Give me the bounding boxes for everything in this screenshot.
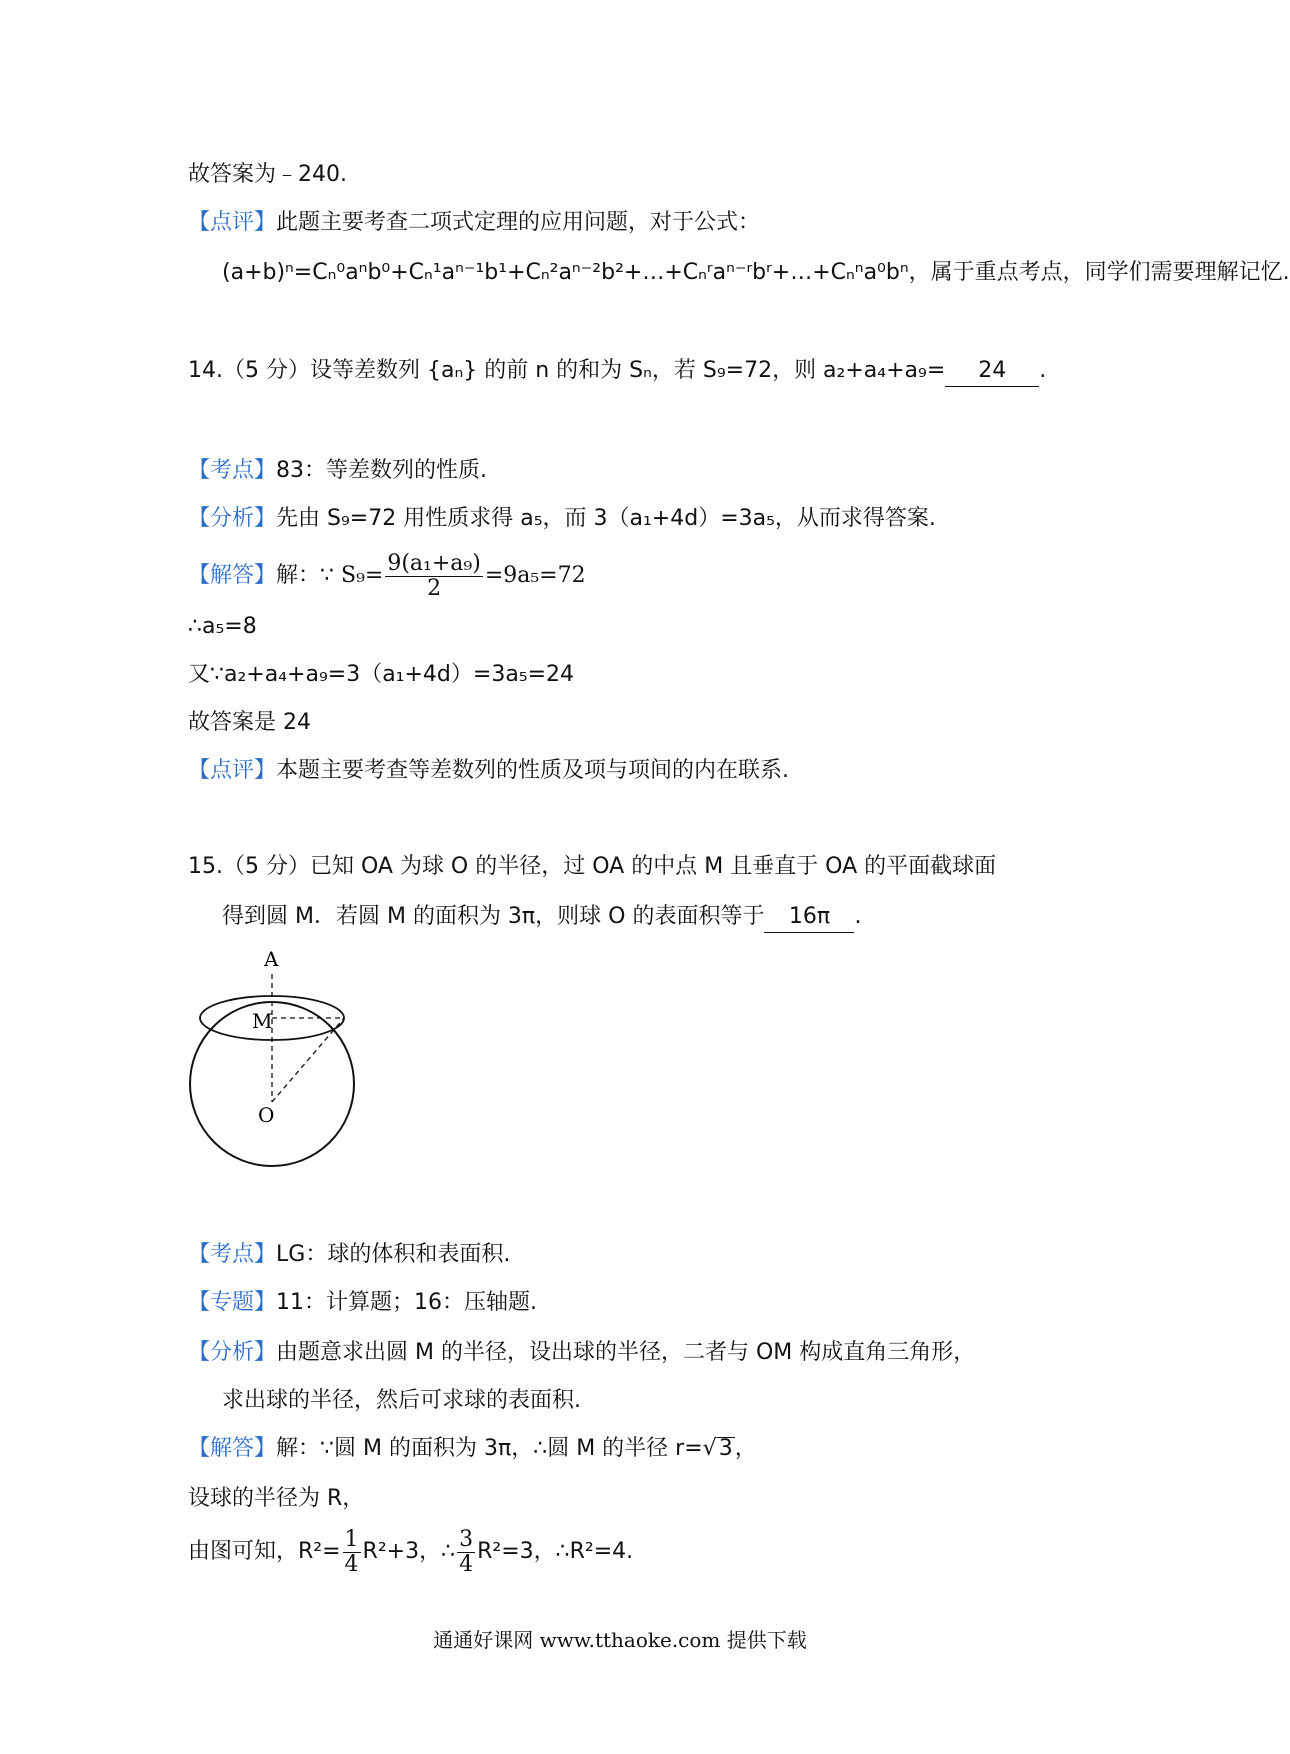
prev-answer-line: 故答案为﹣240. [188, 162, 347, 187]
label-m: M [252, 1009, 273, 1033]
q15-zhuanti [188, 1288, 537, 1318]
comment-text-end: ，属于重点考点，同学们需要理解记忆. [908, 260, 1290, 285]
q14-answer-blank: 24 [945, 356, 1039, 387]
binomial-formula: (a+b)ⁿ=Cₙ⁰aⁿb⁰+Cₙ¹aⁿ⁻¹b¹+Cₙ²aⁿ⁻²b²+…+Cₙʳaⁿ⁻ʳbʳ+…+Cₙⁿa⁰bⁿ [222, 260, 909, 285]
comment-tag: 【点评】 [188, 210, 277, 235]
jieda-3-text-b: R²+3，∴ [362, 1539, 456, 1564]
label-a: A [264, 947, 279, 971]
fraction-one-quarter [343, 1528, 361, 1577]
fraction-three-quarters [457, 1528, 475, 1577]
jieda-text: 解：∵圆 M 的面积为 3π，∴圆 M 的半径 r= [276, 1436, 703, 1461]
q14-dianping [188, 756, 789, 786]
fenxi-tag: 【分析】 [188, 1340, 277, 1365]
sqrt-sign: √ [702, 1436, 717, 1461]
q14-kaodian [188, 456, 487, 486]
q15-fenxi-2: 求出球的半径，然后可求球的表面积. [222, 1388, 581, 1413]
comment-text: 此题主要考查二项式定理的应用问题，对于公式： [276, 210, 761, 235]
fraction-denominator: 4 [459, 1551, 474, 1577]
jieda-lhs: S₉= [341, 563, 384, 588]
q15-jieda-2: 设球的半径为 R， [188, 1486, 365, 1511]
fenxi-text: 由题意求出圆 M 的半径，设出球的半径，二者与 OM 构成直角三角形， [276, 1340, 976, 1365]
jieda-3-text-a: 由图可知，R²= [188, 1539, 341, 1564]
dianping-text: 本题主要考查等差数列的性质及项与项间的内在联系. [276, 758, 790, 783]
kaodian-tag: 【考点】 [188, 458, 277, 483]
q15-question-2: 得到圆 M．若圆 M 的面积为 3π，则球 O 的表面积等于 16π . [222, 902, 861, 933]
q14-question: 14.（5 分）设等差数列 {aₙ} 的前 n 的和为 Sₙ，若 S₉=72，则 a₂+a₄+a₉= 24 . [188, 356, 1046, 387]
radius-ob-line [272, 1018, 344, 1102]
jieda-tag: 【解答】 [188, 563, 277, 588]
q15-kaodian [188, 1240, 510, 1270]
q15-question-text: 得到圆 M．若圆 M 的面积为 3π，则球 O 的表面积等于 [222, 904, 765, 929]
kaodian-text: 83：等差数列的性质. [276, 458, 488, 483]
sphere-figure [188, 947, 388, 1186]
q14-step-1: ∴a₅=8 [188, 614, 257, 639]
q14-question-text: 14.（5 分）设等差数列 {aₙ} 的前 n 的和为 Sₙ，若 S₉=72，则 a₂+a₄+a₉= [188, 358, 946, 383]
jieda-3-text-c: R²=3，∴R²=4. [477, 1539, 634, 1564]
prev-comment-line-1 [188, 208, 760, 238]
kaodian-text: LG：球的体积和表面积. [276, 1242, 511, 1267]
fraction-denominator: 4 [344, 1551, 359, 1577]
sqrt-radicand: 3 [718, 1436, 733, 1461]
fenxi-tag: 【分析】 [188, 506, 277, 531]
prev-comment-line-2 [222, 258, 1290, 288]
q15-fenxi-1 [188, 1338, 975, 1368]
jieda-tag: 【解答】 [188, 1436, 277, 1461]
sphere-diagram [188, 947, 388, 1182]
fraction-numerator: 3 [459, 1526, 474, 1552]
fraction-numerator: 9(a₁+a₉) [387, 550, 481, 576]
label-o: O [258, 1103, 275, 1127]
q15-question-1: 15.（5 分）已知 OA 为球 O 的半径，过 OA 的中点 M 且垂直于 OA 的平面截球面 [188, 854, 997, 879]
q14-jieda [188, 546, 586, 606]
jieda-rhs: =9a₅=72 [484, 563, 586, 588]
q15-jieda-1 [188, 1434, 757, 1464]
jieda-lead: 解：∵ [276, 563, 335, 588]
fraction-numerator: 1 [344, 1526, 359, 1552]
fraction-denominator: 2 [427, 575, 442, 601]
q14-fenxi [188, 504, 936, 534]
q15-answer-blank: 16π [764, 902, 854, 933]
q14-step-3: 故答案是 24 [188, 710, 311, 735]
fenxi-text: 先由 S₉=72 用性质求得 a₅，而 3（a₁+4d）=3a₅，从而求得答案. [276, 506, 936, 531]
zhuanti-text: 11：计算题；16：压轴题. [276, 1290, 537, 1315]
page-footer: 通通好课网 www.tthaoke.com 提供下载 [433, 1628, 807, 1652]
kaodian-tag: 【考点】 [188, 1242, 277, 1267]
q14-step-2: 又∵a₂+a₄+a₉=3（a₁+4d）=3a₅=24 [188, 662, 575, 687]
zhuanti-tag: 【专题】 [188, 1290, 277, 1315]
jieda-fraction [385, 552, 482, 601]
jieda-end: ， [734, 1436, 757, 1461]
q15-jieda-3 [188, 1524, 633, 1580]
dianping-tag: 【点评】 [188, 758, 277, 783]
